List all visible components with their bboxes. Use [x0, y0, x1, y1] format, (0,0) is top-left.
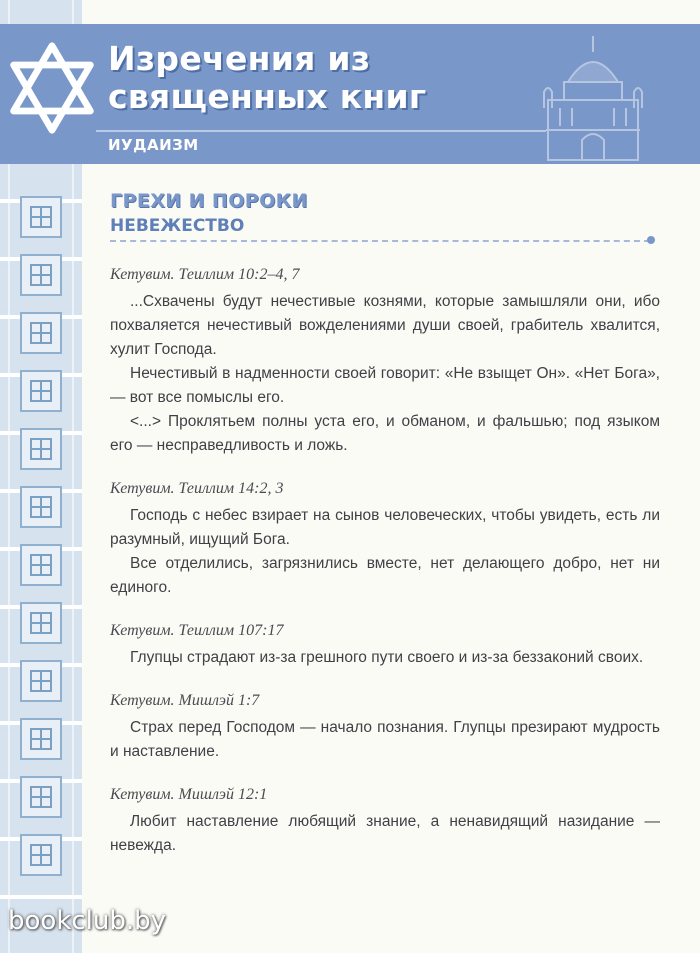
divider-dot [647, 236, 655, 244]
ornament-tile [20, 718, 62, 760]
section-subtitle: НЕВЕЖЕСТВО [110, 216, 245, 236]
section-title: ГРЕХИ И ПОРОКИ [110, 190, 308, 212]
watermark: bookclub.by [8, 906, 167, 936]
synagogue-icon [538, 34, 648, 162]
quote-reference: Кетувим. Теиллим 14:2, 3 [110, 480, 284, 497]
ornament-tile [20, 370, 62, 412]
quote-paragraph: <...> Проклятьем полны уста его, и обманом, и фальшью; под языком его — несправедливость и ложь. [110, 413, 660, 454]
page-title [108, 40, 426, 116]
quote-block [110, 690, 660, 764]
quote-paragraph: Страх перед Господом — начало познания. Глупцы презирают мудрость и наставление. [110, 719, 660, 760]
quote-block [110, 620, 660, 670]
ornament-tile [20, 312, 62, 354]
ornament-tile [20, 834, 62, 876]
ornament-tile [20, 544, 62, 586]
dashed-divider [110, 240, 650, 242]
ornament-tile [20, 776, 62, 818]
title-line-2: священных книг [108, 77, 427, 116]
header-divider [96, 130, 546, 132]
page-subtitle: ИУДАИЗМ [108, 136, 199, 154]
quote-reference: Кетувим. Мишлэй 12:1 [110, 786, 268, 803]
quote-reference: Кетувим. Мишлэй 1:7 [110, 692, 260, 709]
quote-paragraph: Любит наставление любящий знание, а ненавидящий назидание — невежда. [110, 813, 660, 854]
quote-block [110, 478, 660, 600]
quotes-list [110, 264, 660, 878]
ornament-tile [20, 254, 62, 296]
star-of-david-icon [4, 40, 100, 136]
quote-reference: Кетувим. Теиллим 107:17 [110, 622, 284, 639]
ornament-tile [20, 602, 62, 644]
ornament-tile [20, 486, 62, 528]
quote-paragraph: Все отделились, загрязнились вместе, нет делающего добро, нет ни единого. [110, 555, 660, 596]
quote-block [110, 784, 660, 858]
ornament-tile [20, 428, 62, 470]
title-line-1: Изречения из [108, 39, 371, 78]
quote-reference: Кетувим. Теиллим 10:2–4, 7 [110, 266, 300, 283]
ornament-tile [20, 660, 62, 702]
ornament-tile [20, 196, 62, 238]
quote-block [110, 264, 660, 458]
quote-paragraph: Господь с небес взирает на сынов человеческих, чтобы увидеть, есть ли разумный, ищущий Бога. [110, 507, 660, 548]
quote-paragraph: Нечестивый в надменности своей говорит: «Не взыщет Он». «Нет Бога», — вот все помыслы его. [110, 365, 660, 406]
quote-paragraph: Глупцы страдают из-за грешного пути своего и из-за беззаконий своих. [130, 649, 644, 666]
quote-paragraph: ...Схвачены будут нечестивые кознями, которые замышляли они, ибо похваляется нечестивый вожделениями души своей, грабитель хвалится, хулит Господа. [110, 293, 660, 358]
